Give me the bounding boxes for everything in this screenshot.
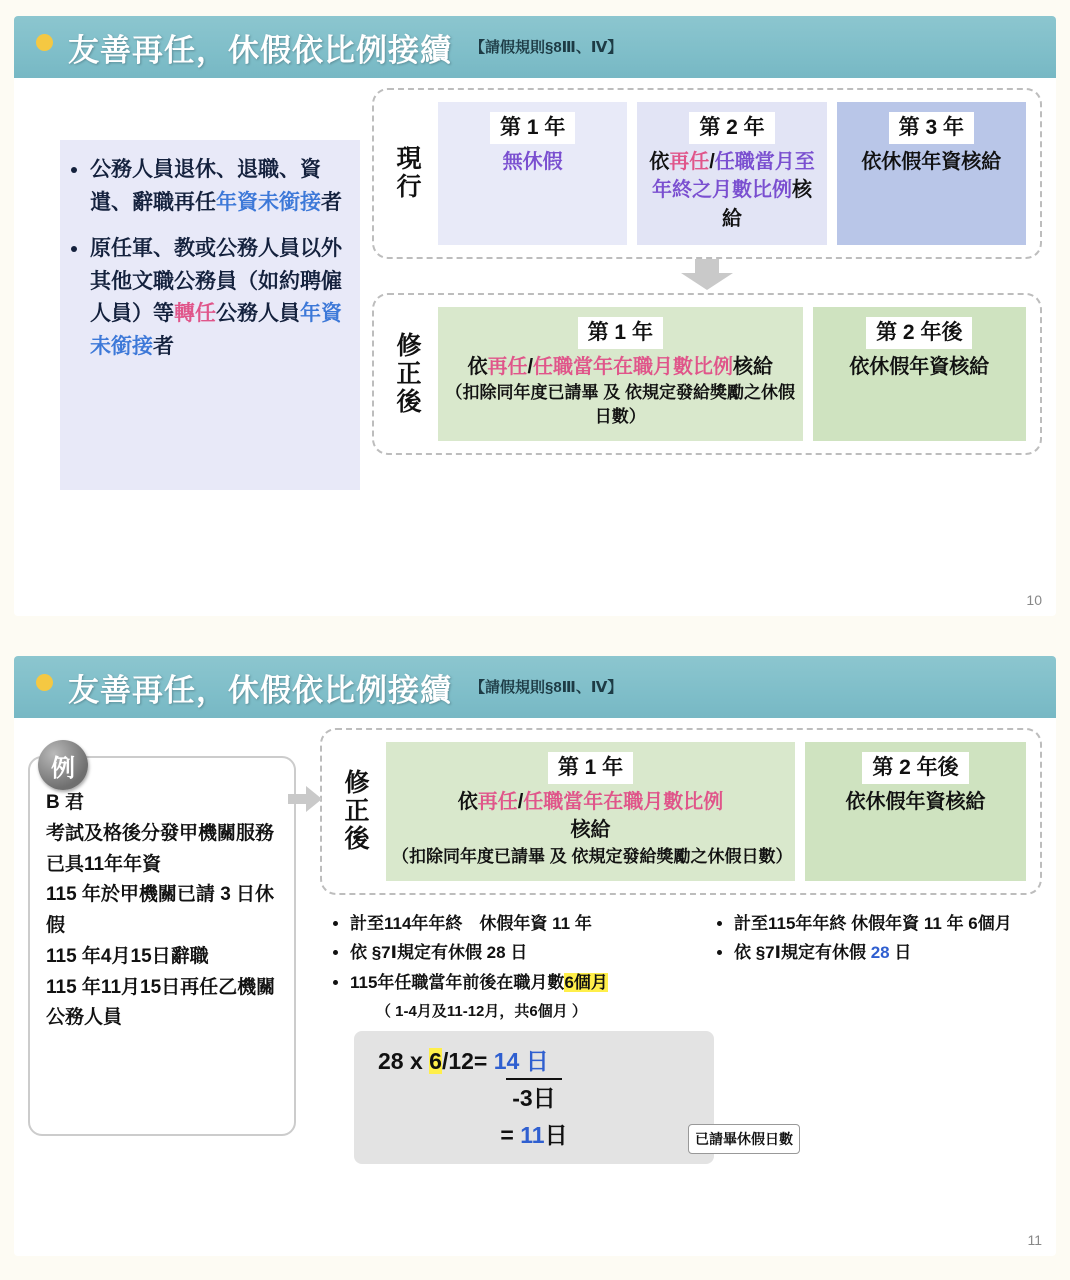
example-line: 考試及格後分發甲機關服務 [46,822,275,844]
current-label: 現行 [396,145,422,202]
card-text: 依 [649,150,670,173]
revised-year1-card [386,742,795,881]
slide-header [14,656,1056,718]
months-note: （ 1-4月及11-12月，共6個月 ） [376,1002,587,1020]
card-caption: 第 2 年 [689,112,774,144]
card-text: 核給 [570,819,611,842]
slide-page-11 [0,640,1070,1280]
card-text: / [527,355,534,378]
list-item [90,233,346,363]
slide-10 [14,16,1056,616]
text-segment: 者 [153,334,174,358]
page-title: 友善再任，休假依比例接續 [68,32,452,68]
example-badge: 例 [38,740,88,790]
page-number: 11 [1027,1232,1042,1248]
card-text-highlight: 再任 [487,355,528,378]
list-item: • 計至115年年終 休假年資 11 年 6個月 [734,909,1042,939]
example-line: 115 年11月15日再任乙機關公務人員 [46,976,276,1029]
calculation-box [354,1031,793,1164]
calc-text: 日 [544,1121,568,1148]
card-text-highlight: 任職當年在職月數比例 [523,790,724,813]
list-item: • 計至114年年終 休假年資 11 年 [350,909,702,939]
card-caption: 第 1 年 [578,317,663,349]
revised-rules-group [320,728,1042,895]
example-line: 115 年於甲機關已請 3 日休假 [46,884,275,937]
text-segment-highlight: 年資未銜接 [216,190,321,214]
example-line: B 君 [46,792,85,813]
down-arrow-icon [372,259,1042,293]
card-text: / [517,790,524,813]
calc-line-1 [364,1043,704,1076]
card-text: / [709,150,715,173]
card-text: 依休假年資核給 [861,150,1002,173]
text-segment: 依 §7Ⅰ規定有休假 [734,943,871,963]
text-segment-highlight: 6個月 [564,973,608,993]
calc-highlight: 6 [429,1047,442,1074]
revised-label: 修正後 [344,769,370,854]
revised-year2-card [813,307,1026,441]
text-segment: 日 [889,943,912,963]
calc-result: 14 日 [493,1047,549,1074]
page-title: 友善再任，休假依比例接續 [68,672,452,708]
card-text: 核給 [733,355,774,378]
revised-year2-card [805,742,1026,881]
calc-annotation-tag: 已請畢休假日數 [688,1124,800,1154]
calc-result: 11 [520,1121,545,1148]
calc-text: /12= [441,1047,494,1074]
card-text: 依休假年資核給 [845,790,986,813]
card-note: （扣除同年度已請畢 及 依規定發給獎勵之休假日數） [392,846,793,866]
current-rules-group [372,88,1042,259]
card-text: 依休假年資核給 [849,355,990,378]
list-item [350,968,702,998]
text-segment-highlight: 28 [870,943,890,963]
list-item: • 依 §7Ⅰ規定有休假 28 日 [350,938,702,968]
calc-text: 28 x [378,1047,430,1074]
revised-rules-group [372,293,1042,455]
card-text: 核給 [721,179,812,230]
bullet-dot-icon [36,34,53,51]
example-line: 115 年4月15日辭職 [46,945,209,967]
card-text: 依 [467,355,488,378]
card-text-highlight: 再任 [477,790,518,813]
revised-year1-card [438,307,803,441]
card-caption: 第 1 年 [548,752,633,784]
list-item [734,938,1042,968]
card-caption: 第 3 年 [889,112,974,144]
flow-diagram [372,88,1042,606]
text-segment: 者 [321,190,342,214]
notes-left-column [302,909,793,1164]
text-segment: 原任軍、教或公務人員以外其他文職公務員（如約聘僱人員）等 [90,237,342,326]
calculation-notes [302,909,1042,1164]
example-result-area [302,728,1042,1246]
calc-text: -3日 [506,1078,561,1113]
card-note: （扣除同年度已請畢 及 依規定發給獎勵之休假日數） [445,383,795,427]
card-caption: 第 2 年後 [866,317,972,349]
card-text-highlight: 任職當月至年終之月數比例 [651,150,815,202]
right-arrow-icon [288,786,322,817]
card-text: 無休假 [502,150,563,173]
card-text-highlight: 再任 [669,150,710,173]
text-segment: 115年任職當年前後在職月數 [350,973,565,993]
current-year2-card [637,102,826,245]
list-item [90,154,346,219]
left-conditions-panel [60,140,360,490]
example-text-box [28,756,296,1136]
card-caption: 第 1 年 [490,112,575,144]
bullet-dot-icon [36,674,53,691]
slide-11 [14,656,1056,1256]
calc-line-3 [364,1117,704,1150]
page-subtitle: 【請假規則§8Ⅲ、Ⅳ】 [470,38,623,56]
page-number: 10 [1026,592,1042,608]
revised-label: 修正後 [396,332,422,417]
text-segment-highlight: 轉任 [174,302,216,326]
current-year1-card [438,102,627,245]
text-segment: 公務人員 [216,302,300,326]
card-text: 依 [457,790,478,813]
example-panel [28,756,296,1246]
slide-body [14,718,1056,1256]
page-subtitle: 【請假規則§8Ⅲ、Ⅳ】 [470,678,623,696]
current-year3-card [837,102,1026,245]
slide-body [14,78,1056,616]
text-segment-highlight: 年資未銜接 [90,302,342,358]
calc-text: = [500,1121,521,1148]
slide-header [14,16,1056,78]
example-line: 已具11年年資 [46,853,162,875]
text-segment: 公務人員退休、退職、資遣、辭職再任 [90,158,321,214]
card-caption: 第 2 年後 [862,752,968,784]
card-text-highlight: 任職當年在職月數比例 [533,355,734,378]
